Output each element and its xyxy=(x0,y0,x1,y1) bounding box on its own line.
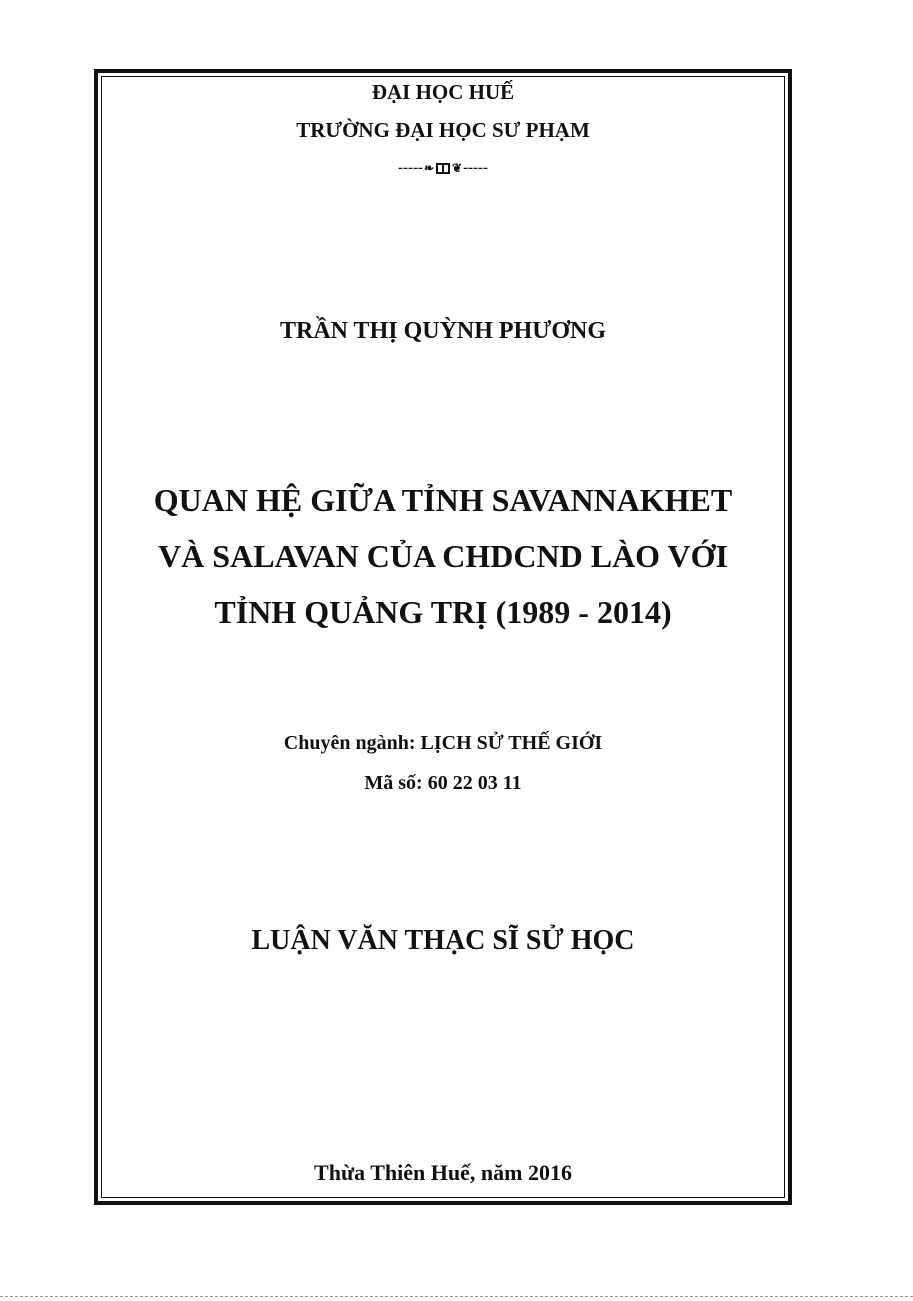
flourish-left-icon: ❧ xyxy=(423,161,434,176)
thesis-title-line-3: TỈNH QUẢNG TRỊ (1989 - 2014) xyxy=(214,594,672,630)
thesis-title-line-2: VÀ SALAVAN CỦA CHDCND LÀO VỚI xyxy=(158,538,728,574)
thesis-title xyxy=(94,472,792,640)
specialization-code: Mã số: 60 22 03 11 xyxy=(364,772,522,794)
place-and-year: Thừa Thiên Huế, năm 2016 xyxy=(314,1160,572,1185)
title-ornament xyxy=(94,160,792,177)
ornament-right-dashes: ----- xyxy=(463,160,489,176)
page-bottom-rule xyxy=(0,1296,913,1297)
specialization-major: Chuyên ngành: LỊCH SỬ THẾ GIỚI xyxy=(283,732,603,754)
university-name: ĐẠI HỌC HUẾ xyxy=(371,80,515,104)
author-name: TRẦN THỊ QUỲNH PHƯƠNG xyxy=(279,318,606,344)
thesis-title-line-1: QUAN HỆ GIỮA TỈNH SAVANNAKHET xyxy=(153,482,733,518)
flourish-right-icon: ❦ xyxy=(452,161,463,176)
degree-title: LUẬN VĂN THẠC SĨ SỬ HỌC xyxy=(251,925,635,956)
ornament-left-dashes: ----- xyxy=(397,160,423,176)
school-name: TRƯỜNG ĐẠI HỌC SƯ PHẠM xyxy=(296,118,590,142)
open-book-icon xyxy=(436,163,450,174)
